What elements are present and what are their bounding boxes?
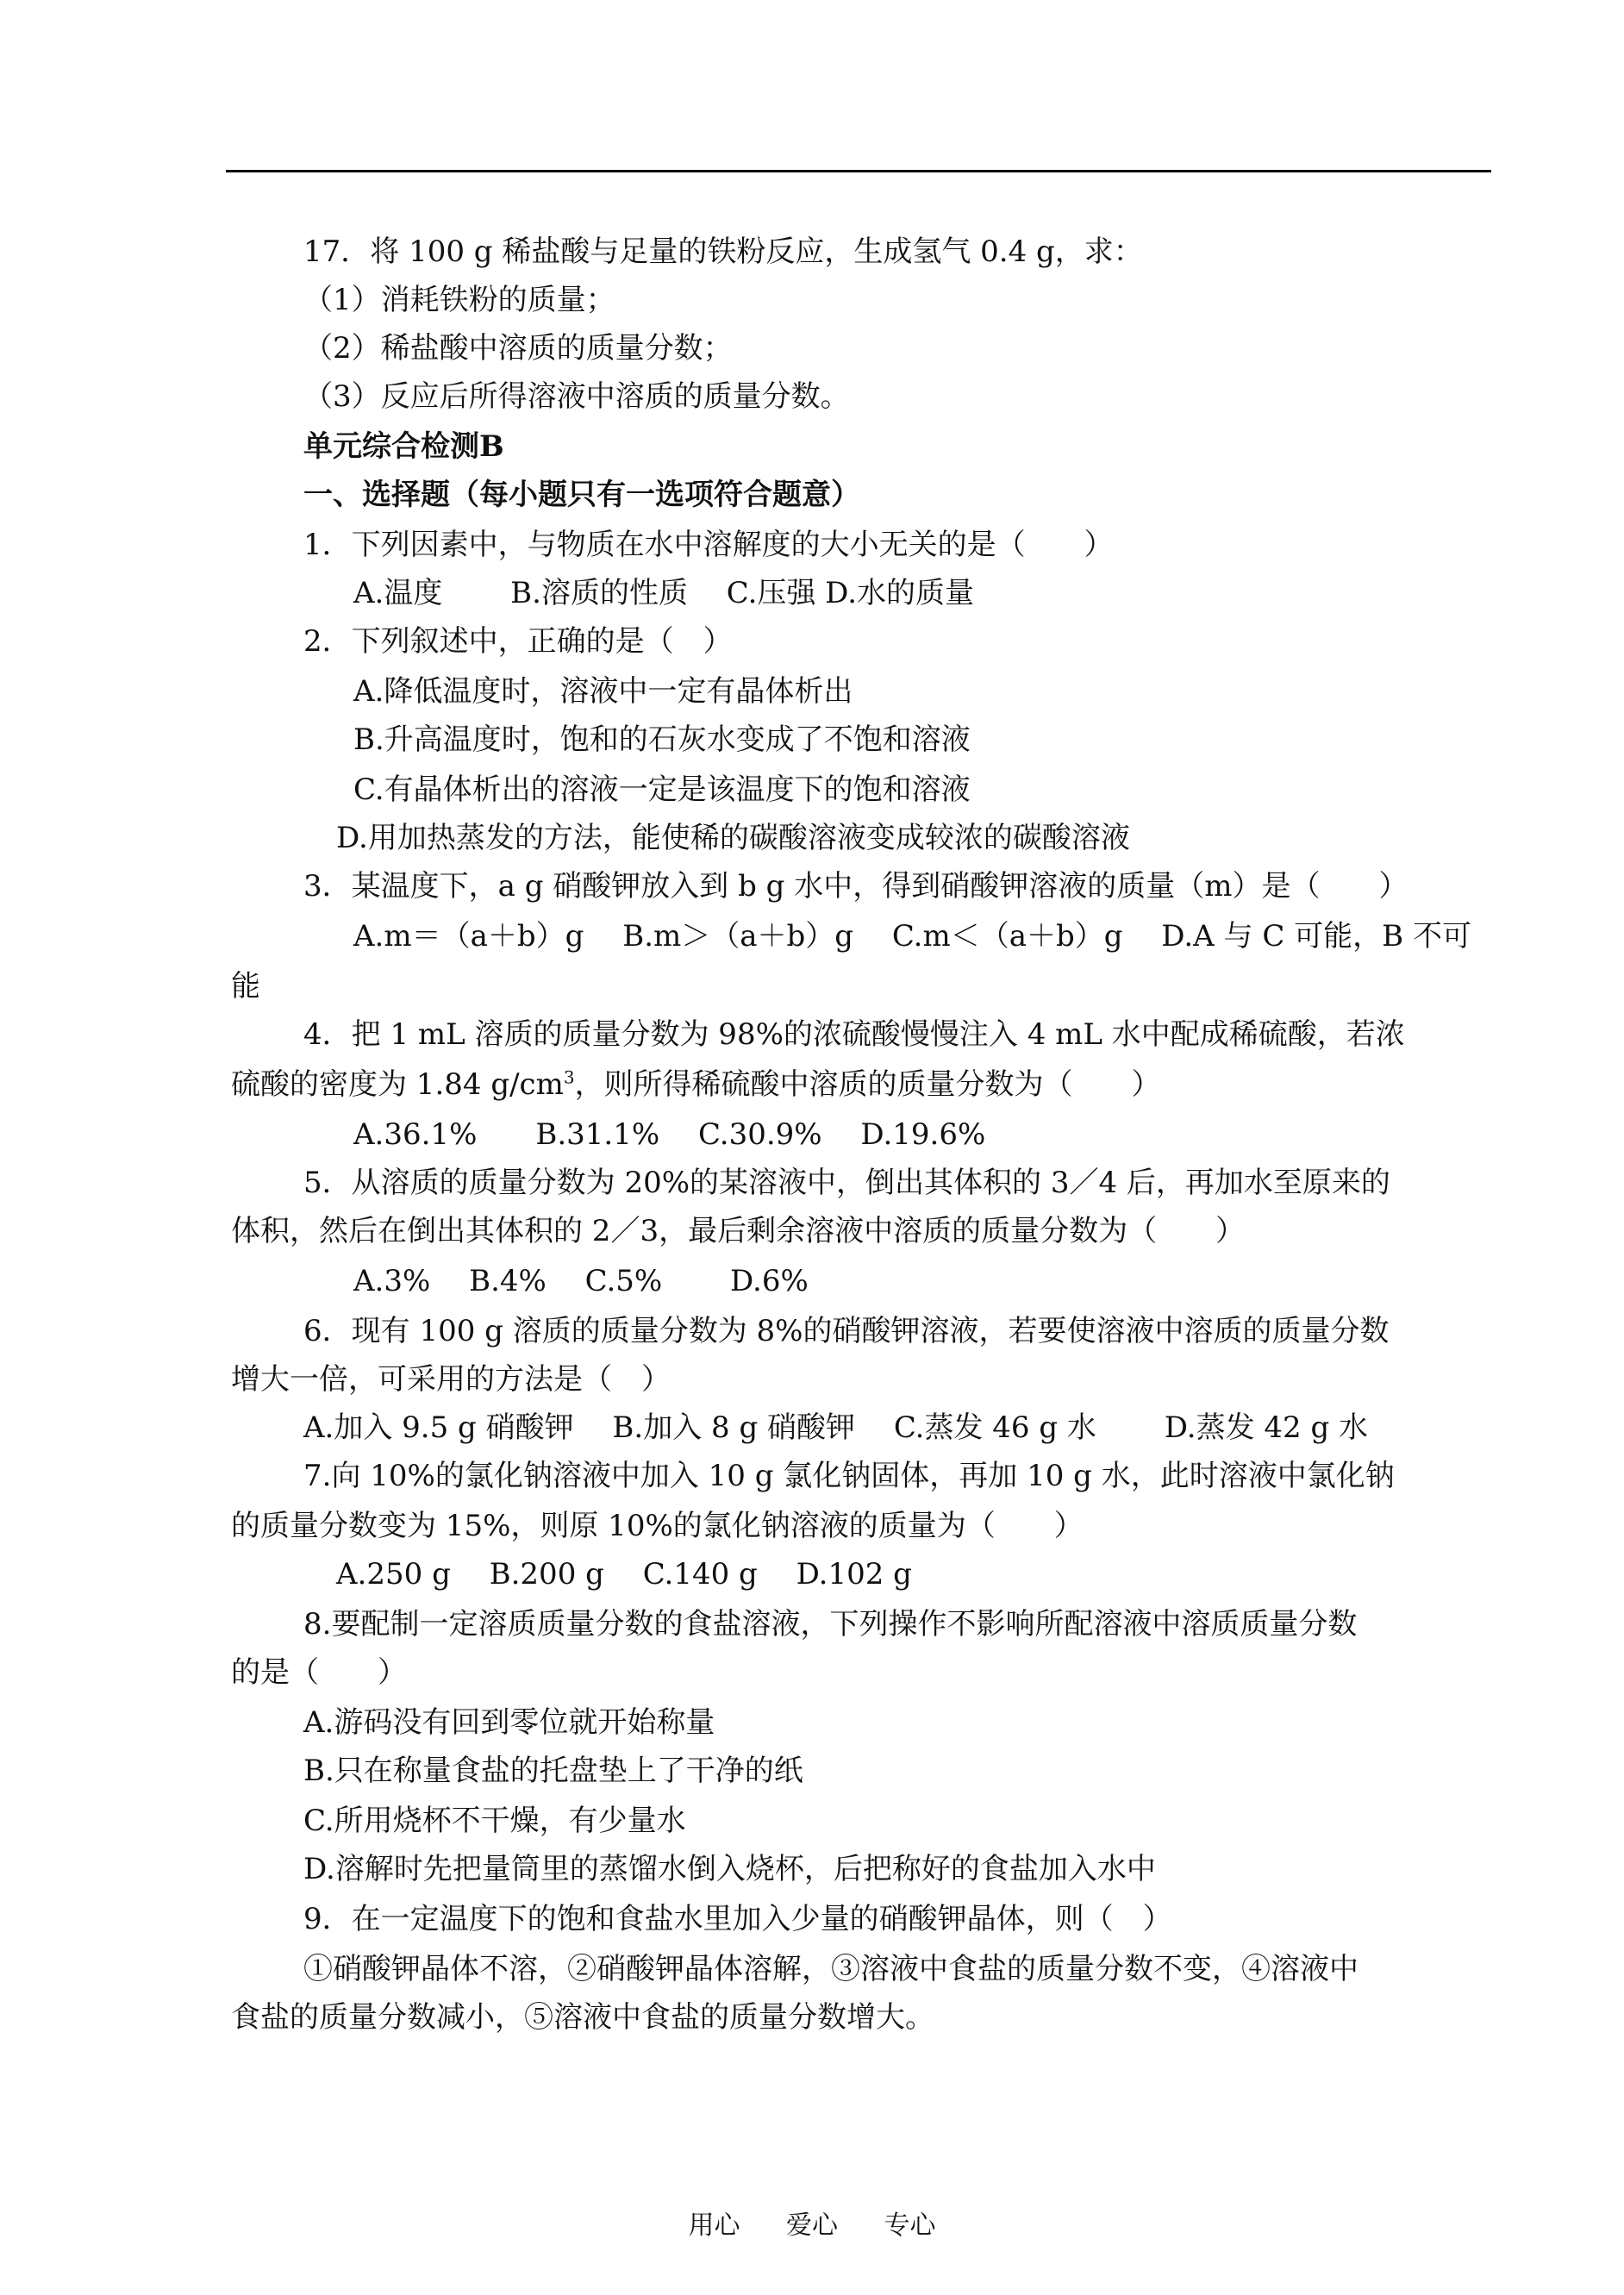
q3-stem: 3．某温度下，a g 硝酸钾放入到 b g 水中，得到硝酸钾溶液的质量（m）是（ ） — [303, 869, 1409, 904]
header-rule — [226, 170, 1491, 172]
footer-text-2: 爱心 — [786, 2211, 838, 2241]
q4-line-2-text: 硫酸的密度为 1.84 g/cm — [231, 1067, 564, 1102]
q5-options: A.3% B.4% C.5% D.6% — [353, 1264, 809, 1298]
q6-line-1: 6．现有 100 g 溶质的质量分数为 8%的硝酸钾溶液，若要使溶液中溶质的质量分数 — [303, 1314, 1390, 1348]
q8-line-2: 的是（ ） — [231, 1655, 407, 1690]
q8-option-b: B.只在称量食盐的托盘垫上了干净的纸 — [303, 1754, 803, 1788]
q2-stem: 2．下列叙述中，正确的是（ ） — [303, 624, 733, 659]
q17-part-1: （1）消耗铁粉的质量； — [303, 283, 615, 317]
q2-option-d: D.用加热蒸发的方法，能使稀的碳酸溶液变成较浓的碳酸溶液 — [336, 821, 1130, 855]
q17-stem: 17．将 100 g 稀盐酸与足量的铁粉反应，生成氢气 0.4 g，求： — [303, 235, 1143, 269]
q17-part-2: （2）稀盐酸中溶质的质量分数； — [303, 331, 733, 366]
q4-superscript: 3 — [563, 1066, 575, 1088]
q4-line-2 — [231, 1067, 1161, 1102]
page-footer — [0, 2204, 1624, 2242]
footer-text-1: 用心 — [688, 2211, 740, 2241]
q1-stem: 1．下列因素中，与物质在水中溶解度的大小无关的是（ ） — [303, 528, 1114, 562]
q5-line-1: 5．从溶质的质量分数为 20%的某溶液中，倒出其体积的 3／4 后，再加水至原来的 — [303, 1166, 1390, 1200]
q4-options: A.36.1% B.31.1% C.30.9% D.19.6% — [353, 1117, 986, 1152]
q2-option-a: A.降低温度时，溶液中一定有晶体析出 — [353, 674, 853, 709]
footer-text-3: 专心 — [884, 2211, 936, 2241]
q4-line-1: 4．把 1 mL 溶质的质量分数为 98%的浓硫酸慢慢注入 4 mL 水中配成稀硫酸，若浓 — [303, 1017, 1405, 1052]
q9-line-2: 食盐的质量分数减小，⑤溶液中食盐的质量分数增大。 — [231, 2000, 934, 2035]
q7-options: A.250 g B.200 g C.140 g D.102 g — [336, 1557, 912, 1591]
q7-line-1: 7.向 10%的氯化钠溶液中加入 10 g 氯化钠固体，再加 10 g 水，此时溶液中氯化钠 — [303, 1459, 1395, 1493]
q17-part-3: （3）反应后所得溶液中溶质的质量分数。 — [303, 379, 850, 414]
q2-option-c: C.有晶体析出的溶液一定是该温度下的饱和溶液 — [353, 772, 971, 807]
q1-options: A.温度 B.溶质的性质 C.压强 D.水的质量 — [353, 576, 975, 610]
q9-stem: 9．在一定温度下的饱和食盐水里加入少量的硝酸钾晶体，则（ ） — [303, 1902, 1172, 1936]
q7-line-2: 的质量分数变为 15%，则原 10%的氯化钠溶液的质量为（ ） — [231, 1509, 1084, 1543]
section-heading: 一、选择题（每小题只有一选项符合题意） — [303, 478, 860, 512]
q8-line-1: 8.要配制一定溶质质量分数的食盐溶液，下列操作不影响所配溶液中溶质质量分数 — [303, 1607, 1358, 1642]
q3-options: A.m＝（a＋b）g B.m＞（a＋b）g C.m＜（a＋b）g D.A 与 C 可能，B 不可 — [353, 919, 1471, 954]
q3-options-continued: 能 — [231, 969, 260, 1004]
q2-option-b: B.升高温度时，饱和的石灰水变成了不饱和溶液 — [353, 722, 971, 757]
q8-option-a: A.游码没有回到零位就开始称量 — [303, 1705, 715, 1740]
section-title: 单元综合检测B — [303, 429, 504, 464]
q8-option-c: C.所用烧杯不干燥，有少量水 — [303, 1804, 686, 1838]
q8-option-d: D.溶解时先把量筒里的蒸馏水倒入烧杯，后把称好的食盐加入水中 — [303, 1852, 1156, 1886]
q6-options: A.加入 9.5 g 硝酸钾 B.加入 8 g 硝酸钾 C.蒸发 46 g 水 D.蒸发 42 g 水 — [303, 1410, 1369, 1445]
q5-line-2: 体积，然后在倒出其体积的 2／3，最后剩余溶液中溶质的质量分数为（ ） — [231, 1214, 1246, 1248]
q6-line-2: 增大一倍，可采用的方法是（ ） — [231, 1362, 671, 1397]
q4-line-2-tail: ，则所得稀硫酸中溶质的质量分数为（ ） — [574, 1067, 1161, 1102]
q9-line-1: ①硝酸钾晶体不溶，②硝酸钾晶体溶解，③溶液中食盐的质量分数不变，④溶液中 — [303, 1952, 1359, 1986]
